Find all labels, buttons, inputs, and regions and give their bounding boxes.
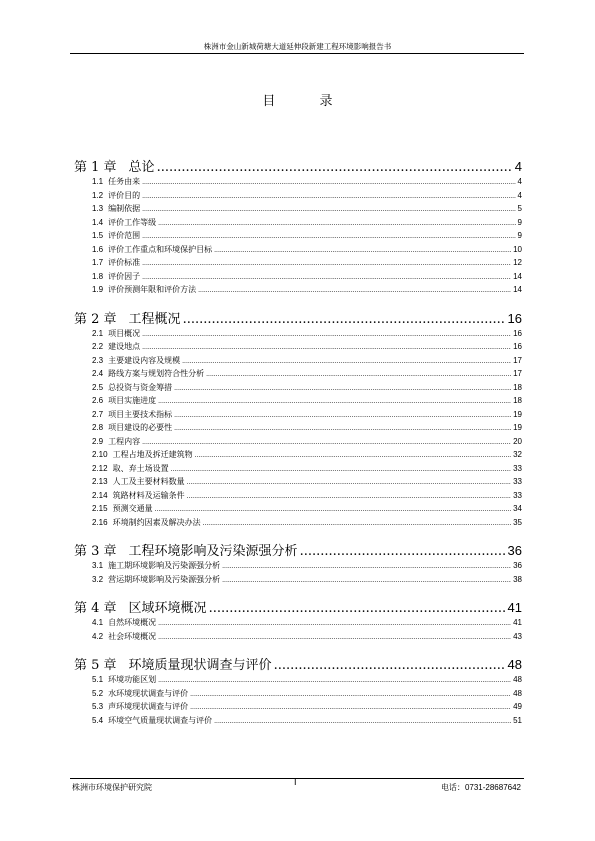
section-number: 4.1 — [92, 618, 104, 627]
section-title: 项目实施进度 — [108, 396, 157, 405]
section-title: 评价因子 — [108, 271, 141, 281]
dot-leader — [142, 329, 511, 338]
section-number: 2.5 — [92, 382, 104, 392]
toc-section-entry[interactable] — [74, 230, 522, 244]
dot-leader — [209, 601, 506, 616]
section-page-number: 5 — [517, 204, 522, 213]
section-title: 自然环境概况 — [108, 618, 157, 627]
dot-leader — [187, 491, 512, 500]
section-page-number: 49 — [513, 702, 522, 711]
section-title: 总投资与资金筹措 — [108, 382, 173, 392]
chapter-number: 第 3 章 — [74, 544, 117, 559]
section-number: 2.3 — [92, 355, 104, 365]
section-page-number: 33 — [513, 490, 522, 500]
header-rule — [70, 53, 524, 54]
section-number: 5.4 — [92, 715, 104, 725]
dot-leader — [203, 518, 512, 527]
dot-leader — [214, 716, 511, 725]
section-page-number: 41 — [513, 618, 522, 627]
section-title: 预测交通量 — [112, 504, 153, 513]
dot-leader — [198, 285, 511, 294]
section-number: 5.1 — [92, 675, 104, 684]
section-number: 1.8 — [92, 271, 104, 281]
section-title: 项目概况 — [108, 328, 141, 338]
chapter-number: 第 2 章 — [74, 311, 117, 327]
toc-section-entry[interactable] — [74, 574, 522, 588]
chapter-title: 总论 — [128, 160, 155, 175]
section-number: 1.5 — [92, 231, 104, 240]
section-page-number: 48 — [513, 675, 522, 684]
dot-leader — [157, 160, 513, 175]
toc-section-entry[interactable] — [74, 328, 522, 342]
section-title: 项目主要技术指标 — [108, 409, 173, 419]
section-title: 营运期环境影响及污染源强分析 — [108, 574, 221, 584]
section-title: 施工期环境影响及污染源强分析 — [108, 561, 221, 570]
section-number: 2.12 — [92, 463, 108, 473]
toc-section-entry[interactable] — [74, 715, 522, 729]
footer-rule — [70, 778, 524, 779]
toc-chapter-entry[interactable] — [74, 308, 522, 328]
toc-section-entry[interactable] — [74, 368, 522, 382]
section-title: 环境空气质量现状调查与评价 — [108, 715, 213, 725]
toc-section-entry[interactable] — [74, 190, 522, 204]
section-number: 2.14 — [92, 490, 108, 500]
dot-leader — [214, 245, 511, 254]
section-page-number: 14 — [513, 285, 522, 294]
section-page-number: 14 — [513, 271, 522, 281]
section-page-number: 4 — [517, 190, 522, 200]
chapter-title: 工程概况 — [128, 311, 181, 327]
dot-leader — [158, 218, 515, 227]
section-title: 取、弃土场设置 — [112, 463, 169, 473]
section-page-number: 12 — [513, 258, 522, 267]
footer-phone — [441, 782, 521, 793]
section-number: 1.3 — [92, 204, 104, 213]
toc-section-entry[interactable] — [74, 341, 522, 355]
section-page-number: 35 — [513, 517, 522, 527]
section-number: 2.6 — [92, 396, 104, 405]
toc-section-entry[interactable] — [74, 476, 522, 490]
section-number: 5.2 — [92, 688, 104, 698]
section-title: 项目建设的必要性 — [108, 423, 173, 432]
section-page-number: 16 — [513, 342, 522, 351]
section-page-number: 48 — [513, 688, 522, 698]
section-page-number: 43 — [513, 631, 522, 641]
chapter-page-number: 4 — [514, 159, 522, 174]
chapter-gap — [74, 298, 522, 308]
toc-section-entry[interactable] — [74, 617, 522, 631]
section-page-number: 38 — [513, 574, 522, 584]
section-page-number: 19 — [513, 423, 522, 432]
section-page-number: 17 — [513, 369, 522, 378]
chapter-page-number: 36 — [507, 543, 522, 558]
phone-label: 电话： — [440, 783, 465, 792]
toc-section-entry[interactable] — [74, 284, 522, 298]
dot-leader — [274, 658, 506, 673]
section-title: 评价预测年限和评价方法 — [108, 285, 197, 294]
dot-leader — [174, 383, 511, 392]
dot-leader — [195, 450, 512, 459]
dot-leader — [300, 544, 506, 559]
toc-chapter-entry[interactable] — [74, 654, 522, 674]
section-title: 工程内容 — [108, 436, 141, 446]
toc-section-entry[interactable] — [74, 674, 522, 688]
section-page-number: 18 — [513, 382, 522, 392]
section-page-number: 16 — [513, 328, 522, 338]
dot-leader — [142, 272, 511, 281]
section-number: 1.9 — [92, 285, 104, 294]
dot-leader — [174, 423, 511, 432]
section-number: 2.13 — [92, 477, 108, 486]
section-number: 2.1 — [92, 328, 104, 338]
section-page-number: 51 — [513, 715, 522, 725]
section-title: 环境功能区划 — [108, 675, 157, 684]
section-page-number: 9 — [517, 231, 522, 240]
table-of-contents — [74, 156, 522, 728]
section-title: 建设地点 — [108, 342, 141, 351]
section-title: 筑路材料及运输条件 — [112, 490, 185, 500]
toc-chapter-entry[interactable] — [74, 597, 522, 617]
section-number: 1.4 — [92, 217, 104, 227]
chapter-title: 工程环境影响及污染源强分析 — [128, 544, 298, 559]
section-title: 评价范围 — [108, 231, 141, 240]
toc-section-entry[interactable] — [74, 449, 522, 463]
section-number: 2.2 — [92, 342, 104, 351]
toc-section-entry[interactable] — [74, 217, 522, 231]
section-title: 任务由来 — [108, 177, 141, 186]
section-page-number: 36 — [513, 561, 522, 570]
section-number: 2.9 — [92, 436, 104, 446]
dot-leader — [206, 369, 511, 378]
section-number: 2.15 — [92, 504, 108, 513]
section-title: 路线方案与规划符合性分析 — [108, 369, 205, 378]
chapter-gap — [74, 587, 522, 597]
section-title: 环境制约因素及解决办法 — [112, 517, 201, 527]
footer-page-number: I — [294, 777, 297, 787]
toc-section-entry[interactable] — [74, 176, 522, 190]
toc-section-entry[interactable] — [74, 517, 522, 531]
chapter-title: 区域环境概况 — [128, 601, 207, 616]
chapter-title: 环境质量现状调查与评价 — [128, 658, 272, 673]
dot-leader — [142, 437, 511, 446]
toc-section-entry[interactable] — [74, 409, 522, 423]
dot-leader — [158, 675, 511, 684]
dot-leader — [142, 191, 515, 200]
section-page-number: 4 — [517, 177, 522, 186]
section-number: 3.1 — [92, 561, 104, 570]
section-page-number: 10 — [513, 244, 522, 254]
phone-number: 0731-28687642 — [464, 783, 521, 792]
section-page-number: 34 — [513, 504, 522, 513]
dot-leader — [187, 477, 512, 486]
section-title: 声环境现状调查与评价 — [108, 702, 189, 711]
section-number: 2.8 — [92, 423, 104, 432]
running-header: 株洲市金山新城荷塘大道延伸段新建工程环境影响报告书 — [203, 42, 392, 51]
dot-leader — [182, 356, 511, 365]
dot-leader — [190, 689, 511, 698]
dot-leader — [142, 258, 511, 267]
section-number: 2.4 — [92, 369, 104, 378]
toc-section-entry[interactable] — [74, 257, 522, 271]
toc-section-entry[interactable] — [74, 701, 522, 715]
dot-leader — [174, 410, 511, 419]
section-page-number: 33 — [513, 477, 522, 486]
section-page-number: 19 — [513, 409, 522, 419]
dot-leader — [155, 504, 512, 513]
toc-section-entry[interactable] — [74, 271, 522, 285]
section-title: 工程占地及拆迁建筑物 — [112, 450, 193, 459]
dot-leader — [158, 396, 511, 405]
dot-leader — [158, 632, 511, 641]
dot-leader — [222, 561, 511, 570]
chapter-number: 第 5 章 — [74, 658, 117, 673]
chapter-page-number: 48 — [507, 657, 522, 672]
dot-leader — [171, 464, 512, 473]
chapter-page-number: 16 — [507, 310, 522, 326]
section-title: 社会环境概况 — [108, 631, 157, 641]
section-number: 2.10 — [92, 450, 108, 459]
section-title: 人工及主要材料数量 — [112, 477, 185, 486]
toc-title: 目 录 — [262, 94, 353, 109]
toc-section-entry[interactable] — [74, 395, 522, 409]
toc-section-entry[interactable] — [74, 463, 522, 477]
chapter-page-number: 41 — [507, 600, 522, 615]
dot-leader — [183, 312, 506, 327]
chapter-gap — [74, 644, 522, 654]
dot-leader — [158, 618, 511, 627]
toc-section-entry[interactable] — [74, 631, 522, 645]
section-number: 2.16 — [92, 517, 108, 527]
toc-section-entry[interactable] — [74, 382, 522, 396]
section-page-number: 20 — [513, 436, 522, 446]
toc-section-entry[interactable] — [74, 422, 522, 436]
toc-section-entry[interactable] — [74, 688, 522, 702]
section-number: 3.2 — [92, 574, 104, 584]
section-page-number: 32 — [513, 450, 522, 459]
section-page-number: 18 — [513, 396, 522, 405]
section-title: 评价目的 — [108, 190, 141, 200]
toc-section-entry[interactable] — [74, 244, 522, 258]
section-title: 评价工作重点和环境保护目标 — [108, 244, 213, 254]
section-number: 1.6 — [92, 244, 104, 254]
toc-chapter-entry[interactable] — [74, 156, 522, 176]
toc-section-entry[interactable] — [74, 203, 522, 217]
toc-section-entry[interactable] — [74, 436, 522, 450]
section-page-number: 17 — [513, 355, 522, 365]
chapter-number: 第 4 章 — [74, 601, 117, 616]
toc-section-entry[interactable] — [74, 503, 522, 517]
dot-leader — [142, 231, 515, 240]
section-number: 1.1 — [92, 177, 104, 186]
section-number: 4.2 — [92, 631, 104, 641]
dot-leader — [142, 177, 515, 186]
toc-chapter-entry[interactable] — [74, 540, 522, 560]
section-title: 主要建设内容及规模 — [108, 355, 181, 365]
section-number: 1.7 — [92, 258, 104, 267]
section-page-number: 9 — [517, 217, 522, 227]
dot-leader — [222, 575, 511, 584]
toc-section-entry[interactable] — [74, 490, 522, 504]
section-page-number: 33 — [513, 463, 522, 473]
dot-leader — [190, 702, 511, 711]
dot-leader — [142, 204, 515, 213]
chapter-number: 第 1 章 — [74, 160, 117, 175]
section-number: 2.7 — [92, 409, 104, 419]
chapter-gap — [74, 530, 522, 540]
section-title: 评价工作等级 — [108, 217, 157, 227]
footer-organization: 株洲市环境保护研究院 — [72, 783, 152, 792]
toc-section-entry[interactable] — [74, 560, 522, 574]
section-title: 评价标准 — [108, 258, 141, 267]
section-title: 编制依据 — [108, 204, 141, 213]
section-number: 5.3 — [92, 702, 104, 711]
section-title: 水环境现状调查与评价 — [108, 688, 189, 698]
dot-leader — [142, 342, 511, 351]
toc-section-entry[interactable] — [74, 355, 522, 369]
section-number: 1.2 — [92, 190, 104, 200]
